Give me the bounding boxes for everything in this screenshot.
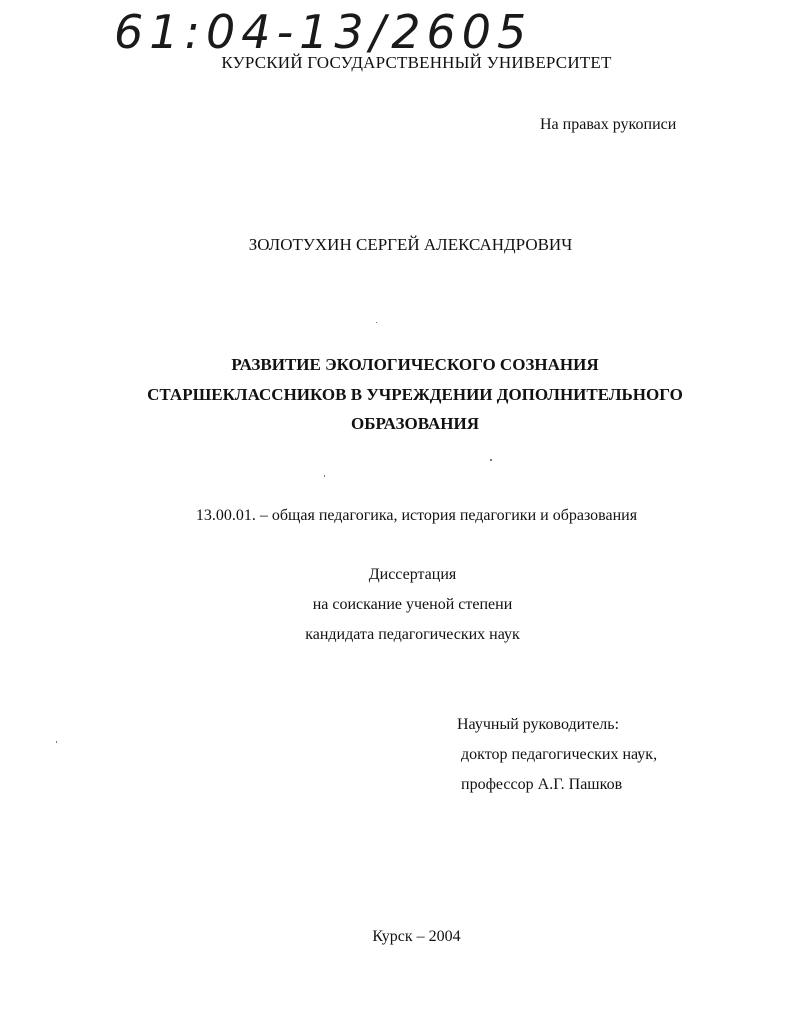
- manuscript-rights-note: На правах рукописи: [540, 116, 677, 133]
- degree-name: кандидата педагогических наук: [305, 626, 520, 643]
- university-name: КУРСКИЙ ГОСУДАРСТВЕННЫЙ УНИВЕРСИТЕТ: [221, 53, 612, 72]
- handwritten-catalog-number: [112, 2, 582, 58]
- scan-speck: [376, 322, 377, 323]
- city-year: Курск – 2004: [372, 928, 461, 945]
- dissertation-label: Диссертация: [368, 566, 457, 583]
- specialty-code: 13.00.01. – общая педагогика, история педагогики и образования: [195, 507, 638, 524]
- scan-speck: [490, 459, 492, 461]
- author-name: ЗОЛОТУХИН СЕРГЕЙ АЛЕКСАНДРОВИЧ: [248, 235, 573, 254]
- handwritten-catalog-number-text: 61:04-13/2605: [114, 5, 533, 58]
- scan-speck: [324, 475, 325, 477]
- degree-purpose: на соискание ученой степени: [312, 596, 513, 613]
- scan-speck: [56, 741, 57, 743]
- advisor-name: профессор А.Г. Пашков: [461, 776, 623, 793]
- thesis-title-line-1: РАЗВИТИЕ ЭКОЛОГИЧЕСКОГО СОЗНАНИЯ: [231, 355, 599, 374]
- advisor-degree: доктор педагогических наук,: [461, 746, 658, 763]
- thesis-title-line-2: СТАРШЕКЛАССНИКОВ В УЧРЕЖДЕНИИ ДОПОЛНИТЕЛЬНОГО: [147, 385, 683, 404]
- advisor-label: Научный руководитель:: [457, 716, 620, 733]
- thesis-title-line-3: ОБРАЗОВАНИЯ: [351, 414, 479, 433]
